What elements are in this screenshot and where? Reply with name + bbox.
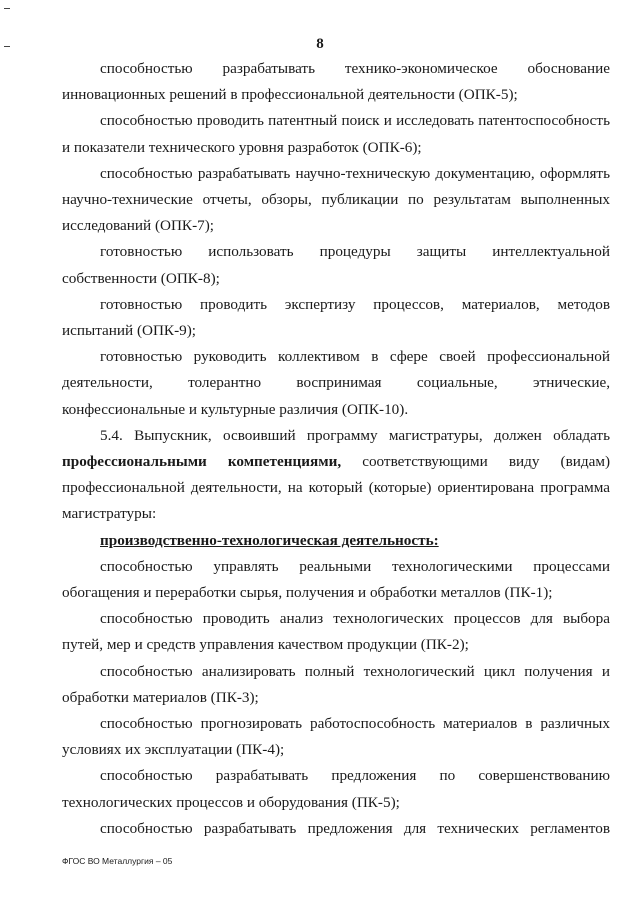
paragraph-pk-1: способностью управлять реальными технологическими процессами обогащения и переработки сырья, получения и обработки металлов (ПК-1); (62, 557, 610, 602)
section-5-4-rest: соответствующими виду (видам) профессиональной деятельности, на который (которые) ориентирована программа магистратуры: (62, 453, 611, 523)
paragraph-opk-5: способностью разрабатывать технико-экономическое обоснование инновационных решений в профессиональной деятельности (ОПК-5); (62, 60, 610, 104)
paragraph-opk-9: готовностью проводить экспертизу процессов, материалов, методов испытаний (ОПК-9); (62, 295, 610, 340)
paragraph-opk-10: готовностью руководить коллективом в сфере своей профессиональной деятельности, толерантно воспринимая социальные, этнические, конфессиональные и культурные различия (ОПК-10). (62, 348, 610, 418)
paragraph-pk-6-partial: способностью разрабатывать предложения для технических регламентов (100, 819, 610, 837)
page-number: 8 (316, 36, 324, 52)
paragraph-pk-5: способностью разрабатывать предложения по совершенствованию технологических процессов и оборудования (ПК-5); (62, 767, 610, 811)
paragraph-pk-2: способностью проводить анализ технологических процессов для выбора путей, мер и средств управления качеством продукции (ПК-2); (62, 610, 610, 654)
paragraph-pk-4: способностью прогнозировать работоспособность материалов в различных условиях их эксплуатации (ПК-4); (62, 715, 610, 759)
section-5-4-bold-term: профессиональными компетенциями, (62, 453, 342, 471)
scan-edge-mark (4, 8, 10, 9)
paragraph-opk-7: способностью разрабатывать научно-техническую документацию, оформлять научно-технические отчеты, обзоры, публикации по результатам выполненных исследований (ОПК-7); (62, 164, 610, 235)
document-body (62, 56, 610, 842)
section-5-4-intro: 5.4. Выпускник, освоивший программу магистратуры, должен обладать (100, 426, 610, 444)
document-footer: ФГОС ВО Металлургия – 05 (62, 856, 173, 866)
paragraph-opk-6: способностью проводить патентный поиск и исследовать патентоспособность и показатели технического уровня разработок (ОПК-6); (62, 112, 610, 156)
activity-type-heading: производственно-технологическая деятельность: (100, 531, 439, 549)
paragraph-section-5-4 (62, 423, 610, 528)
paragraph-pk-3: способностью анализировать полный технологический цикл получения и обработки материалов (ПК-3); (62, 662, 610, 706)
paragraph-opk-8: готовностью использовать процедуры защиты интеллектуальной собственности (ОПК-8); (62, 243, 610, 287)
